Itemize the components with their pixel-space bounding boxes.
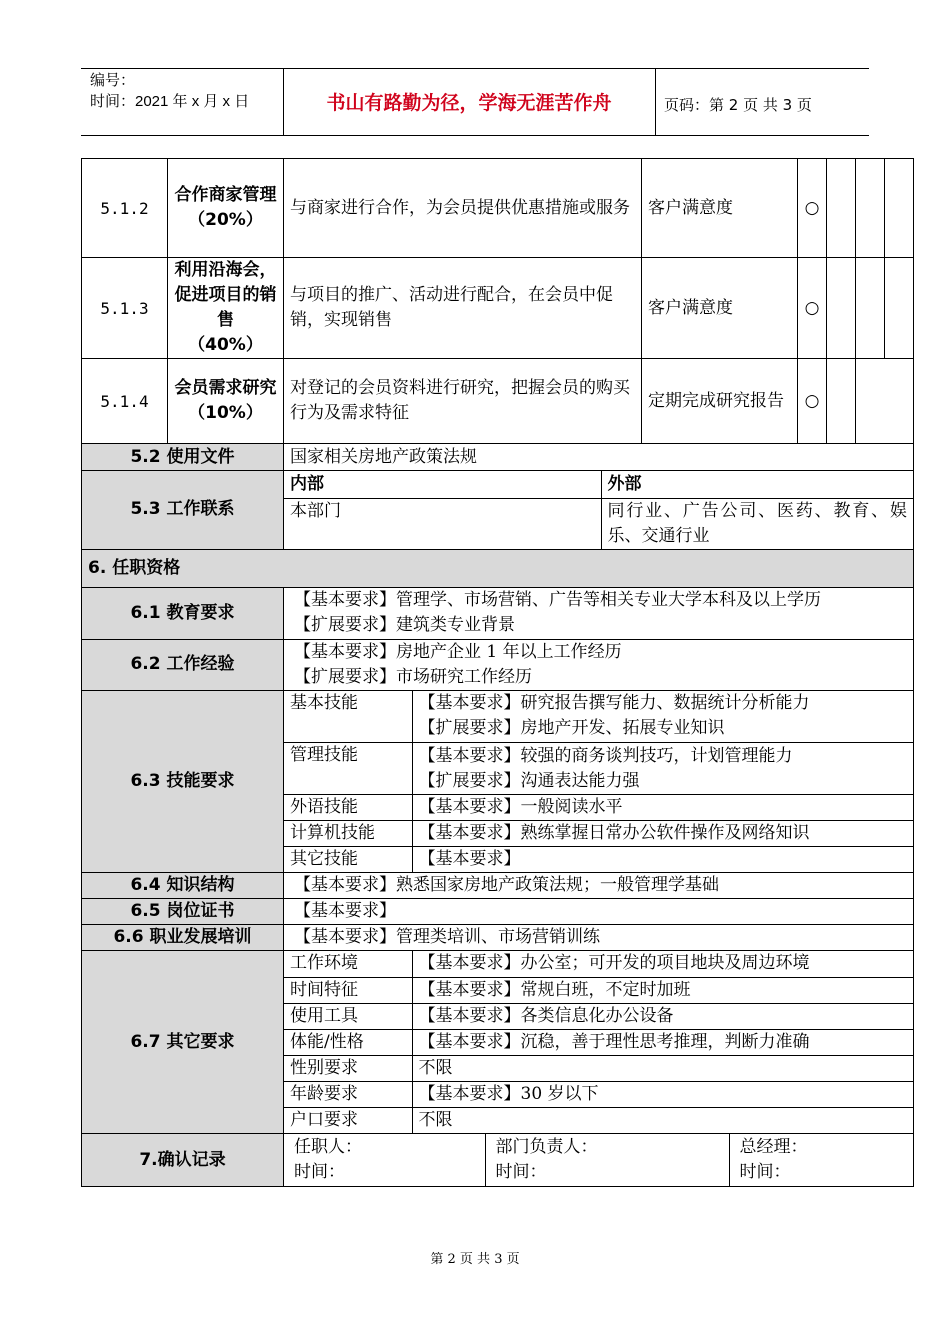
contacts-external: 同行业、广告公司、医药、教育、娱乐、交通行业 <box>601 498 913 549</box>
other-item-name: 体能/性格 <box>284 1029 412 1055</box>
other-item-name: 性别要求 <box>284 1055 412 1081</box>
duty-desc: 与项目的推广、活动进行配合，在会员中促销，实现销售 <box>284 258 642 359</box>
docs-row <box>82 444 914 471</box>
experience-basic: 【基本要求】房地产企业 1 年以上工作经历 <box>294 641 622 662</box>
duty-weight: （10%） <box>188 403 263 423</box>
page-footer: 第 2 页 共 3 页 <box>430 1252 520 1267</box>
docs-label: 5.2 使用文件 <box>82 444 284 471</box>
duty-name-cell <box>168 159 284 258</box>
other-item-value: 【基本要求】常规白班，不定时加班 <box>412 977 913 1003</box>
certificate-row <box>82 899 914 925</box>
confirm-dept-head: 部门负责人： <box>495 1137 598 1157</box>
skill-line: 【基本要求】一般阅读水平 <box>412 795 913 821</box>
duty-name-cell <box>168 359 284 444</box>
duty-name: 合作商家管理 <box>174 185 277 205</box>
confirm-gm: 总经理： <box>739 1137 808 1157</box>
skill-name: 外语技能 <box>284 795 412 821</box>
skill-line: 【扩展要求】沟通表达能力强 <box>418 770 640 791</box>
duty-name-cell <box>168 258 284 359</box>
confirm-label: 7.确认记录 <box>82 1134 284 1187</box>
duty-row <box>82 359 914 444</box>
training-value: 【基本要求】管理类培训、市场营销训练 <box>284 925 914 951</box>
duty-weight: （40%） <box>188 335 263 355</box>
docs-value: 国家相关房地产政策法规 <box>284 444 914 471</box>
duty-id: 5.1.3 <box>82 258 168 359</box>
document-number: 编号： <box>90 72 136 89</box>
contacts-row <box>82 471 914 550</box>
duty-desc: 与商家进行合作，为会员提供优惠措施或服务 <box>284 159 642 258</box>
duty-weight: （20%） <box>188 210 263 230</box>
duty-id: 5.1.4 <box>82 359 168 444</box>
knowledge-row <box>82 873 914 899</box>
education-basic: 【基本要求】管理学、市场营销、广告等相关专业大学本科及以上学历 <box>294 590 821 610</box>
job-description-table <box>81 158 914 1187</box>
other-item-value: 【基本要求】办公室；可开发的项目地块及周边环境 <box>412 951 913 977</box>
other-item-value: 【基本要求】各类信息化办公设备 <box>412 1003 913 1029</box>
skill-name: 计算机技能 <box>284 821 412 847</box>
duty-metric: 客户满意度 <box>642 159 798 258</box>
other-item-name: 时间特征 <box>284 977 412 1003</box>
certificate-label: 6.5 岗位证书 <box>82 899 284 925</box>
confirm-dept-head-time: 时间： <box>495 1162 547 1182</box>
contacts-internal-header: 内部 <box>284 471 601 498</box>
skill-name: 其它技能 <box>284 847 412 873</box>
duty-id: 5.1.2 <box>82 159 168 258</box>
other-item-name: 工作环境 <box>284 951 412 977</box>
training-row <box>82 925 914 951</box>
duty-row <box>82 258 914 359</box>
duty-desc: 对登记的会员资料进行研究，把握会员的购买行为及需求特征 <box>284 359 642 444</box>
duty-mark: ○ <box>798 159 827 258</box>
other-label: 6.7 其它要求 <box>82 951 284 1134</box>
duty-metric: 客户满意度 <box>642 258 798 359</box>
contacts-external-header: 外部 <box>601 471 913 498</box>
other-item-name: 户口要求 <box>284 1107 412 1133</box>
other-requirements-row <box>82 951 914 1134</box>
duty-mark: ○ <box>798 359 827 444</box>
document-header-info <box>90 70 249 112</box>
knowledge-value: 【基本要求】熟悉国家房地产政策法规；一般管理学基础 <box>284 873 914 899</box>
other-item-value: 【基本要求】30 岁以下 <box>412 1081 913 1107</box>
duty-mark: ○ <box>798 258 827 359</box>
skill-name: 管理技能 <box>284 743 412 795</box>
skills-label: 6.3 技能要求 <box>82 690 284 873</box>
education-ext: 【扩展要求】建筑类专业背景 <box>294 615 515 635</box>
knowledge-label: 6.4 知识结构 <box>82 873 284 899</box>
certificate-value: 【基本要求】 <box>284 899 914 925</box>
duty-name: 会员需求研究 <box>174 378 277 398</box>
other-item-value: 不限 <box>412 1107 913 1133</box>
confirm-employee-time: 时间： <box>294 1162 345 1182</box>
duty-metric: 定期完成研究报告 <box>642 359 798 444</box>
skill-line: 【基本要求】较强的商务谈判技巧，计划管理能力 <box>418 745 793 766</box>
qualifications-title-row <box>82 549 914 587</box>
experience-label: 6.2 工作经验 <box>82 639 284 690</box>
other-item-value: 【基本要求】沉稳，善于理性思考推理，判断力准确 <box>412 1029 913 1055</box>
contacts-internal: 本部门 <box>284 498 601 549</box>
header-page-info: 页码：第 2 页 共 3 页 <box>664 96 812 114</box>
confirmation-row <box>82 1134 914 1187</box>
education-label: 6.1 教育要求 <box>82 587 284 639</box>
experience-row <box>82 639 914 690</box>
education-row <box>82 587 914 639</box>
duty-row <box>82 159 914 258</box>
other-item-value: 不限 <box>412 1055 913 1081</box>
skill-line: 【基本要求】 <box>412 847 913 873</box>
skills-row <box>82 690 914 873</box>
duty-name: 利用沿海会，促进项目的销售 <box>174 260 277 330</box>
other-item-name: 年龄要求 <box>284 1081 412 1107</box>
experience-ext: 【扩展要求】市场研究工作经历 <box>294 666 532 687</box>
skill-line: 【扩展要求】房地产开发、拓展专业知识 <box>418 718 725 739</box>
contacts-label: 5.3 工作联系 <box>82 471 284 550</box>
training-label: 6.6 职业发展培训 <box>82 925 284 951</box>
skill-line: 【基本要求】研究报告撰写能力、数据统计分析能力 <box>418 693 810 714</box>
confirm-gm-time: 时间： <box>739 1162 791 1182</box>
skill-line: 【基本要求】熟练掌握日常办公软件操作及网络知识 <box>412 821 913 847</box>
skill-name: 基本技能 <box>284 691 412 743</box>
other-item-name: 使用工具 <box>284 1003 412 1029</box>
qualifications-title: 6. 任职资格 <box>82 549 914 587</box>
header-motto: 书山有路勤为径，学海无涯苦作舟 <box>326 92 612 114</box>
document-date: 时间：2021 年 x 月 x 日 <box>90 93 250 110</box>
confirm-employee: 任职人： <box>294 1137 362 1157</box>
